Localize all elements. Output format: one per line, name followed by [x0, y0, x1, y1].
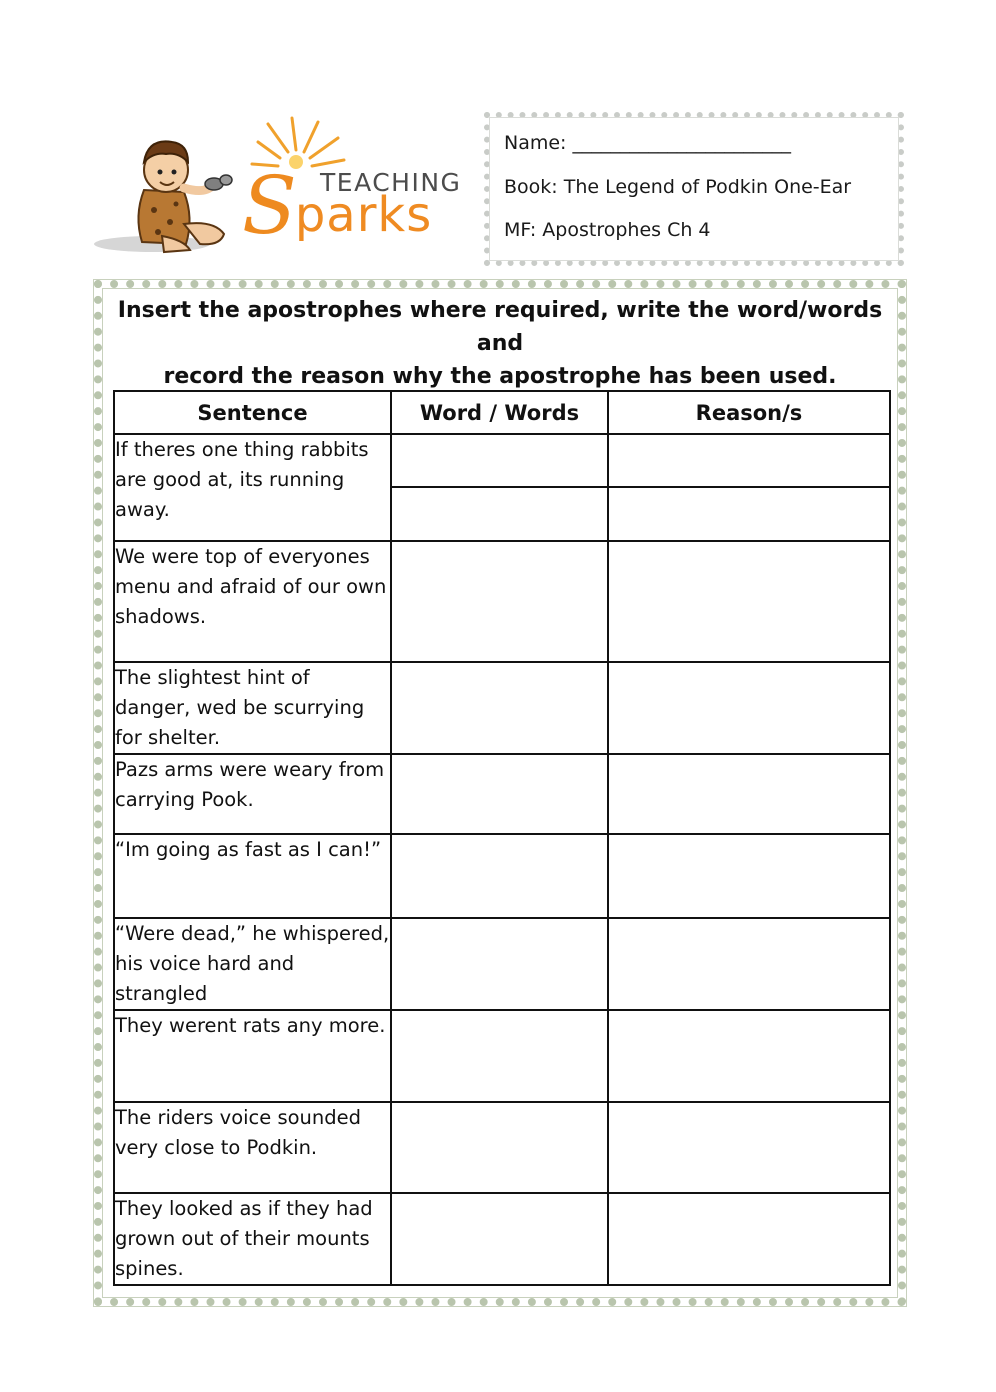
words-answer-cell[interactable] — [391, 1193, 608, 1285]
instructions — [102, 294, 898, 393]
table-row — [114, 754, 890, 834]
words-answer-cell[interactable] — [391, 541, 608, 662]
reason-answer-cell[interactable] — [608, 541, 890, 662]
sentence-cell: The riders voice sounded very close to Podkin. — [114, 1102, 391, 1193]
words-answer-cell[interactable] — [391, 918, 608, 1010]
sentence-cell: They looked as if they had grown out of their mounts spines. — [114, 1193, 391, 1285]
reason-answer-cell[interactable] — [608, 834, 890, 918]
column-header-reasons: Reason/s — [608, 391, 890, 434]
apostrophe-table — [113, 390, 891, 1286]
sentence-cell: We were top of everyones menu and afraid of our own shadows. — [114, 541, 391, 662]
table-row — [114, 1010, 890, 1102]
logo-sparks-text — [242, 159, 433, 252]
instructions-line-1: Insert the apostrophes where required, write the word/words and — [117, 298, 883, 356]
sentence-cell: “Were dead,” he whispered, his voice hard and strangled — [114, 918, 391, 1010]
sentence-cell: They werent rats any more. — [114, 1010, 391, 1102]
reason-answer-cell[interactable] — [608, 1193, 890, 1285]
words-answer-cell[interactable] — [391, 662, 608, 754]
table-row — [114, 1102, 890, 1193]
student-info-box — [484, 112, 904, 266]
table-header-row — [114, 391, 890, 434]
column-header-words: Word / Words — [391, 391, 608, 434]
sentence-cell: If theres one thing rabbits are good at, its running away. — [114, 434, 391, 541]
name-field[interactable]: Name: _______________________ — [504, 132, 791, 154]
book-title: Book: The Legend of Podkin One-Ear — [504, 176, 852, 198]
reason-answer-cell[interactable] — [608, 754, 890, 834]
teaching-sparks-logo — [92, 112, 472, 264]
reason-answer-cell[interactable] — [608, 1010, 890, 1102]
table-row — [114, 834, 890, 918]
reason-answer-cell[interactable] — [608, 662, 890, 754]
words-answer-cell[interactable] — [391, 1102, 608, 1193]
logo-sparks-initial: S — [242, 159, 295, 252]
instructions-line-2: record the reason why the apostrophe has been used. — [163, 364, 837, 389]
logo-teaching-text: TEACHING — [320, 168, 462, 197]
words-answer-cell[interactable] — [391, 434, 608, 487]
sentence-cell: “Im going as fast as I can!” — [114, 834, 391, 918]
table-row — [114, 434, 890, 487]
words-answer-cell[interactable] — [391, 834, 608, 918]
words-answer-cell[interactable] — [391, 487, 608, 541]
table-row — [114, 1193, 890, 1285]
reason-answer-cell[interactable] — [608, 918, 890, 1010]
sentence-cell: The slightest hint of danger, wed be scurrying for shelter. — [114, 662, 391, 754]
table-row — [114, 541, 890, 662]
column-header-sentence: Sentence — [114, 391, 391, 434]
words-answer-cell[interactable] — [391, 1010, 608, 1102]
logo-sparks-rest: parks — [294, 187, 433, 243]
table-row — [114, 918, 890, 1010]
reason-answer-cell[interactable] — [608, 434, 890, 487]
reason-answer-cell[interactable] — [608, 1102, 890, 1193]
sentence-cell: Pazs arms were weary from carrying Pook. — [114, 754, 391, 834]
words-answer-cell[interactable] — [391, 754, 608, 834]
reason-answer-cell[interactable] — [608, 487, 890, 541]
table-row — [114, 662, 890, 754]
mf-topic: MF: Apostrophes Ch 4 — [504, 219, 711, 241]
